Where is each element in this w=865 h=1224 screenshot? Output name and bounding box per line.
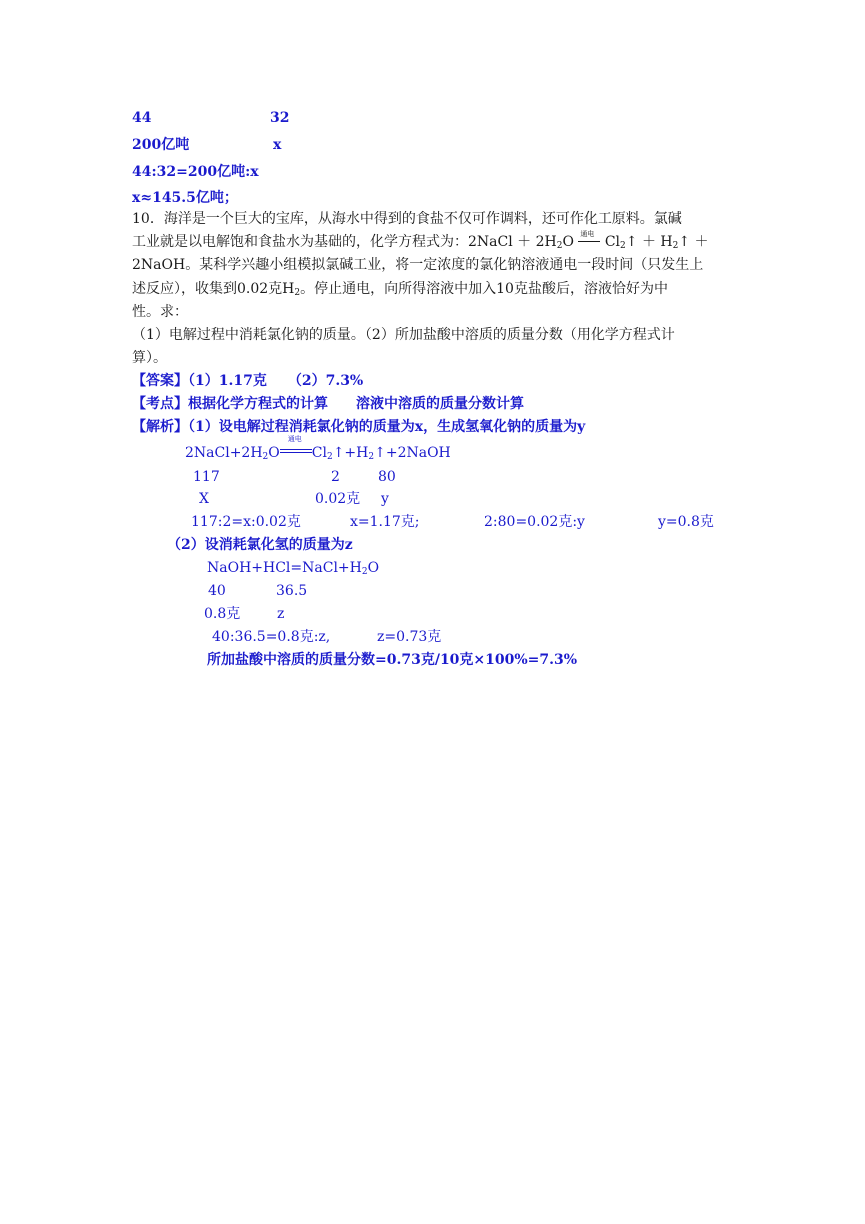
jiexi-label: 【解析】 [132,419,188,435]
result-x: x=1.17克; [350,514,420,530]
question-line-2: 工业就是以电解饱和食盐水为基础的，化学方程式为：2NaCl ＋ $2H_2O$ 通电 $Cl_2↑$ ＋ $H_2↑$ ＋ [132,230,709,251]
kaodian-line [132,395,524,413]
answer-label: 【答案】 [132,373,188,389]
prev-result: x≈145.5亿吨； [132,190,238,206]
mass-nacl: 117 [193,469,220,485]
prev-mass-1: 44 [132,110,152,126]
answer-line [132,372,363,390]
part-2-heading: （2）设消耗氯化氢的质量为z [167,537,353,553]
var-h2-mass: 0.02克 [315,491,361,507]
kaodian-text: 根据化学方程式的计算 溶液中溶质的质量分数计算 [188,396,524,412]
proportion-1: 117:2=x:0.02克 [191,514,301,530]
mass-hcl: 36.5 [276,583,308,599]
equation-2: $NaOH+HCl=NaCl+H_2O$ [207,560,380,577]
question-line-6: （1）电解过程中消耗氯化钠的质量。（2）所加盐酸中溶质的质量分数（用化学方程式计 [132,327,675,343]
mass-naoh: 80 [378,469,396,485]
result-y: y=0.8克 [658,514,714,530]
mass-h2: 2 [331,469,340,485]
answer-text: （1）1.17克 （2）7.3% [188,373,364,389]
electrolysis-condition: 通电 [578,234,600,246]
question-line-4: 述反应），收集到0.02克$H_2$。停止通电，向所得溶液中加入10克盐酸后，溶液恰好为中 [132,281,668,298]
question-line-7: 算）。 [132,350,167,366]
jiexi-line [132,418,585,436]
prev-value-1: 200亿吨 [132,137,190,153]
result-z: z=0.73克 [377,629,442,645]
prev-proportion: 44:32=200亿吨:x [132,164,259,180]
prev-mass-2: 32 [270,110,290,126]
electrolysis-condition-arrow: 通电 [280,445,312,457]
mass-naoh-2: 40 [208,583,226,599]
var-y: y [381,491,389,507]
var-x: X [199,491,209,507]
question-line-5: 性。求： [132,304,188,320]
prev-value-2: x [273,137,282,153]
proportion-2: 2:80=0.02克:y [484,514,585,530]
var-z: z [277,606,285,622]
question-line-1: 10．海洋是一个巨大的宝库，从海水中得到的食盐不仅可作调料，还可作化工原料。氯碱 [132,211,682,227]
question-line-3: 2NaOH。某科学兴趣小组模拟氯碱工业，将一定浓度的氯化钠溶液通电一段时间（只发生上 [132,257,704,273]
kaodian-label: 【考点】 [132,396,188,412]
value-naoh: 0.8克 [204,606,241,622]
jiexi-text: （1）设电解过程消耗氯化钠的质量为x，生成氢氧化钠的质量为y [188,419,586,435]
proportion-3: 40:36.5=0.8克:z, [212,629,331,645]
final-result: 所加盐酸中溶质的质量分数=0.73克/10克×100%=7.3% [207,652,578,668]
equation-1: $2NaCl+2H_2O$ 通电 $Cl_2↑+H_2↑+2NaOH$ [185,435,451,462]
